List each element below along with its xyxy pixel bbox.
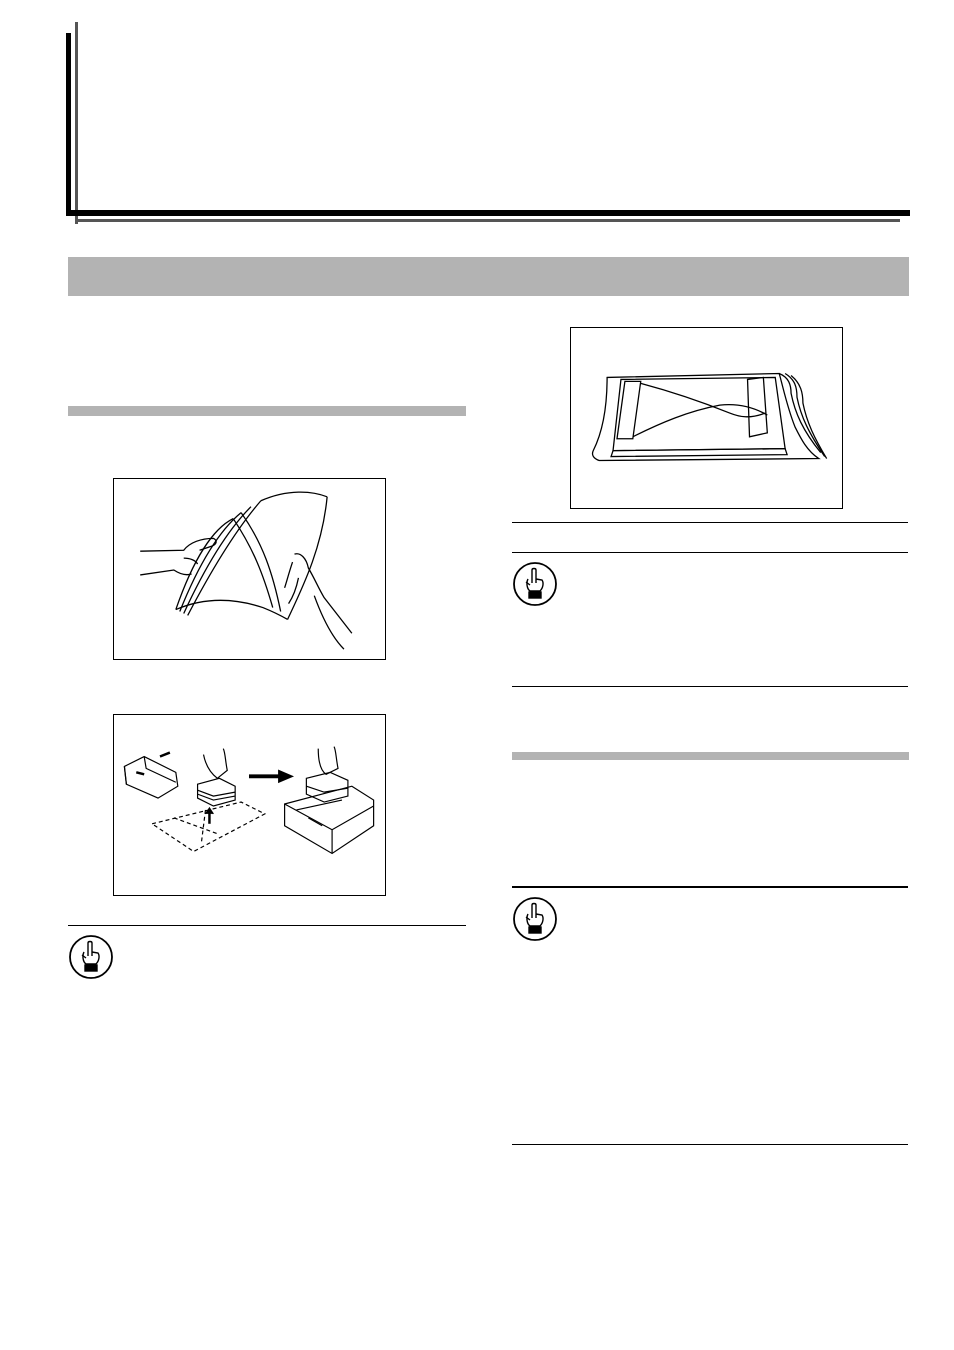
chapter-marker-bar-thin xyxy=(75,22,78,224)
note-icon-right-2 xyxy=(512,896,558,942)
fan-paper-illustration xyxy=(113,478,386,660)
note-rule-top-left xyxy=(68,925,466,926)
note-icon-right-1 xyxy=(512,561,558,607)
load-paper-illustration xyxy=(113,714,386,896)
note-rule-bottom-right-2 xyxy=(512,1144,908,1145)
section-heading-band xyxy=(68,257,909,296)
note-rule-top-right-1 xyxy=(512,552,908,553)
pointing-hand-icon xyxy=(512,561,558,607)
figure-caption-rule-right xyxy=(512,522,908,523)
wrapped-paper-ream-icon xyxy=(571,328,842,508)
subsection-heading-band-left xyxy=(68,406,466,416)
paper-loading-into-cassette-icon xyxy=(114,715,385,895)
note-rule-top-right-2 xyxy=(512,886,908,888)
hands-fanning-paper-icon xyxy=(114,479,385,659)
pointing-hand-icon xyxy=(68,934,114,980)
note-icon-left xyxy=(68,934,114,980)
pointing-hand-icon xyxy=(512,896,558,942)
paper-package-illustration xyxy=(570,327,843,509)
chapter-marker-bar-left xyxy=(66,33,71,216)
chapter-rule-thin xyxy=(75,219,900,222)
note-rule-bottom-right-1 xyxy=(512,686,908,687)
subsection-heading-band-right xyxy=(512,752,909,760)
chapter-rule-thick xyxy=(66,210,910,216)
